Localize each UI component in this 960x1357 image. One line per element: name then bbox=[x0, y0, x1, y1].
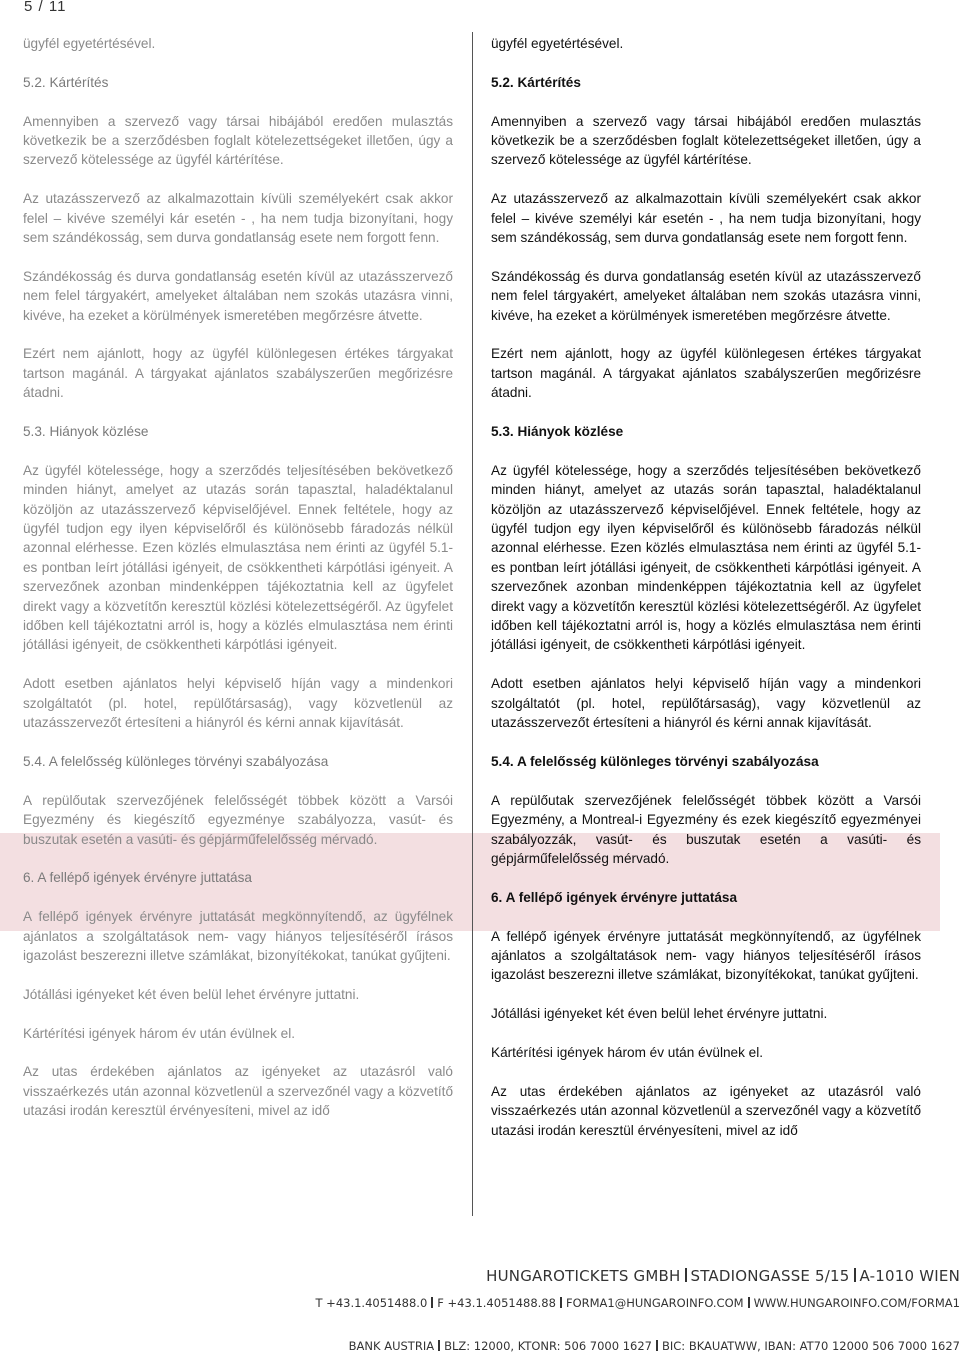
footer-separator bbox=[560, 1297, 562, 1308]
footer-address bbox=[486, 1267, 960, 1285]
right-intro: ügyfél egyetértésével. bbox=[491, 36, 624, 51]
left-intro: ügyfél egyetértésével. bbox=[23, 36, 156, 51]
footer-bank bbox=[349, 1339, 960, 1353]
right-section-5-3-p2: Adott esetben ajánlatos helyi képviselő híján vagy a mindenkori szolgáltatót (pl. hotel, repülőtársaság), vagy közvetlenül az utazásszervezőt értesíteni a hiányról és kérni annak kijavítását. bbox=[491, 676, 921, 731]
footer-contact bbox=[316, 1296, 960, 1310]
left-section-5-2-p1: Amennyiben a szervező vagy társai hibájából eredően mulasztás következik be a szerződésben foglalt kötelezettségeket illetően, úgy a szervező kötelessége az ügyfél kártérítése. bbox=[23, 113, 453, 168]
left-section-5-3-p1: Az ügyfél kötelessége, hogy a szerződés teljesítésében bekövetkező minden hiányt, amelyet az utazás során tapasztal, haladéktalanul közöljön az utazásszervező képviselőjével. Ennek feltétele, hogy az ügyfél tudjon egy ilyen képviselőről és különösebb fáradozás nélkül azonnal elérhesse. Ezen közlés elmulasztása nem érinti az ügyfél 5.1-es pontban leírt jótállási igényeit, de csökkentheti kárpótlási igényeit. A szervezőnek azonban mindenképpen tájékoztatnia kell az ügyfelet direkt vagy a közvetítőn keresztül közlési kötelezettségéről. Az ügyfelet időben kell tájékoztatni arról is, hogy a közlés elmulasztása nem érinti jótállási igényeit, de csökkentheti kárpótlási igényeit. bbox=[23, 462, 453, 653]
footer-company: HUNGAROTICKETS GMBH bbox=[486, 1267, 681, 1285]
footer-bank-name: BANK AUSTRIA bbox=[348, 1339, 435, 1353]
left-section-5-4-title: 5.4. A felelősség különleges törvényi szabályozása bbox=[23, 753, 329, 769]
right-section-6-p2: Jótállási igényeket két éven belül lehet érvényre juttatni. bbox=[491, 1006, 828, 1022]
right-section-5-2-p4: Ezért nem ajánlott, hogy az ügyfél különlegesen értékes tárgyakat tartson magánál. A tárgyakat ajánlatos szabályszerűen megőrizésre átadni. bbox=[491, 346, 921, 401]
left-section-6-p4: Az utas érdekében ajánlatos az igényeket az utazásról való visszaérkezés után azonnal közvetlenül a szervezőnél vagy a közvetítő utazási irodán keresztül érvényesíteni, mivel az idő bbox=[23, 1064, 453, 1119]
left-section-6-p3: Kártérítési igények három év után évülnek el. bbox=[23, 1025, 296, 1041]
footer-separator bbox=[748, 1297, 750, 1308]
right-section-5-2-title: 5.2. Kártérítés bbox=[491, 74, 581, 90]
left-section-5-2-p3: Szándékosság és durva gondatlanság esetén kívül az utazásszervező nem felel tárgyakért, amelyeket általában nem szokás utazásra vinni, kivéve, ha ezeket a körülmények ismeretében megőrzésre átvette. bbox=[23, 268, 453, 323]
right-section-6-p4: Az utas érdekében ajánlatos az igényeket az utazásról való visszaérkezés után azonnal közvetlenül a szervezőnél vagy a közvetítő utazási irodán keresztül érvényesíteni, mivel az idő bbox=[491, 1083, 921, 1138]
right-section-5-3-p1: Az ügyfél kötelessége, hogy a szerződés teljesítésében bekövetkező minden hiányt, amelyet az utazás során tapasztal, haladéktalanul közöljön az utazásszervező képviselőjével. Ennek feltétele, hogy az ügyfél tudjon egy ilyen képviselőről és különösebb fáradozás nélkül azonnal elérhesse. Ezen közlés elmulasztása nem érinti az ügyfél 5.1-es pontban leírt jótállási igényeit, de csökkentheti kárpótlási igényeit. A szervezőnek azonban mindenképpen tájékoztatnia kell az ügyfelet direkt vagy a közvetítőn keresztül közlési kötelezettségéről. Az ügyfelet időben kell tájékoztatni arról is, hogy a közlés elmulasztása nem érinti jótállási igényeit, de csökkentheti kárpótlási igényeit. bbox=[491, 462, 921, 653]
left-section-5-2-p2: Az utazásszervező az alkalmazottain kívüli személyekért csak akkor felel – kivéve személyi kár esetén - , ha nem tudja bizonyítani, hogy sem szándékosság, sem durva gondatlanság esete nem forgott fenn. bbox=[23, 191, 453, 246]
right-section-5-4-p1: A repülőutak szervezőjének felelősségét többek között a Varsói Egyezmény, a Montreal-i Egyezmény és ezek kiegészítő egyezményei szabályozzák, vasút- és buszutak esetén a vasúti- és gépjárműfelelősség mérvadó. bbox=[491, 792, 921, 866]
left-section-6-p1: A fellépő igények érvényre juttatását megkönnyítendő, az ügyfélnek ajánlatos a szolgáltatások nem- vagy hiányos teljesítéséről írásos igazolást beszerezni illetve számlákat, bizonyítékokat, tanúkat gyűjteni. bbox=[23, 909, 453, 963]
right-section-5-2-p3: Szándékosság és durva gondatlanság esetén kívül az utazásszervező nem felel tárgyakért, amelyeket általában nem szokás utazásra vinni, kivéve, ha ezeket a körülmények ismeretében megőrzésre átvette. bbox=[491, 268, 921, 323]
footer-separator bbox=[854, 1268, 856, 1282]
footer-street: STADIONGASSE 5/15 bbox=[690, 1267, 850, 1285]
right-section-5-2-p2: Az utazásszervező az alkalmazottain kívüli személyekért csak akkor felel – kivéve személyi kár esetén - , ha nem tudja bizonyítani, hogy sem szándékosság, sem durva gondatlanság esete nem forgott fenn. bbox=[491, 191, 921, 246]
footer-phone: T +43.1.4051488.0 bbox=[315, 1296, 428, 1310]
left-section-5-2-title: 5.2. Kártérítés bbox=[23, 74, 109, 90]
footer-bic: BIC: BKAUATWW, IBAN: AT70 12000 506 7000 1627 bbox=[661, 1339, 960, 1353]
left-section-5-2-p4: Ezért nem ajánlott, hogy az ügyfél különlegesen értékes tárgyakat tartson magánál. A tárgyakat ajánlatos szabályszerűen megőrizésre átadni. bbox=[23, 346, 453, 401]
right-column bbox=[491, 34, 921, 1159]
right-section-5-3-title: 5.3. Hiányok közlése bbox=[491, 424, 624, 440]
footer-separator bbox=[438, 1340, 440, 1351]
footer-separator bbox=[685, 1268, 687, 1282]
left-column bbox=[23, 34, 453, 1140]
footer-blz: BLZ: 12000, KTONR: 506 7000 1627 bbox=[444, 1339, 652, 1353]
footer-separator bbox=[431, 1297, 433, 1308]
left-section-5-3-p2: Adott esetben ajánlatos helyi képviselő híján vagy a mindenkori szolgáltatót (pl. hotel, repülőtársaság), vagy közvetlenül az utazásszervezőt értesíteni a hiányról és kérni annak kijavítását. bbox=[23, 676, 453, 731]
footer-web-link[interactable]: WWW.HUNGAROINFO.COM/FORMA1 bbox=[753, 1296, 960, 1310]
right-section-6-title: 6. A fellépő igények érvényre juttatása bbox=[491, 889, 738, 905]
right-section-6-p3: Kártérítési igények három év után évülnek el. bbox=[491, 1044, 764, 1060]
page-number: 5 / 11 bbox=[24, 0, 67, 15]
footer-separator bbox=[656, 1340, 658, 1351]
footer-city: A-1010 WIEN bbox=[859, 1267, 960, 1285]
right-section-5-4-title: 5.4. A felelősség különleges törvényi szabályozása bbox=[491, 753, 819, 769]
footer-fax: F +43.1.4051488.88 bbox=[437, 1296, 556, 1310]
left-section-6-p2: Jótállási igényeket két éven belül lehet érvényre juttatni. bbox=[23, 986, 360, 1002]
left-section-5-4-p1: A repülőutak szervezőjének felelősségét többek között a Varsói Egyezmény és kiegészítő egyezménye szabályozza, vasút- és buszutak esetén a vasúti- és gépjárműfelelősség mérvadó. bbox=[23, 792, 453, 847]
left-section-5-3-title: 5.3. Hiányok közlése bbox=[23, 424, 149, 440]
right-section-6-p1: A fellépő igények érvényre juttatását megkönnyítendő, az ügyfélnek ajánlatos a szolgáltatások nem- vagy hiányos teljesítéséről írásos igazolást beszerezni illetve számlákat, bizonyítékokat, tanúkat gyűjteni. bbox=[491, 928, 921, 983]
left-section-6-title: 6. A fellépő igények érvényre juttatása bbox=[23, 870, 252, 886]
column-divider bbox=[472, 32, 473, 1216]
footer-email-link[interactable]: FORMA1@HUNGAROINFO.COM bbox=[565, 1296, 744, 1310]
right-section-5-2-p1: Amennyiben a szervező vagy társai hibájából eredően mulasztás következik be a szerződésben foglalt kötelezettségeket illetően, úgy a szervező kötelessége az ügyfél kártérítése. bbox=[491, 113, 921, 168]
